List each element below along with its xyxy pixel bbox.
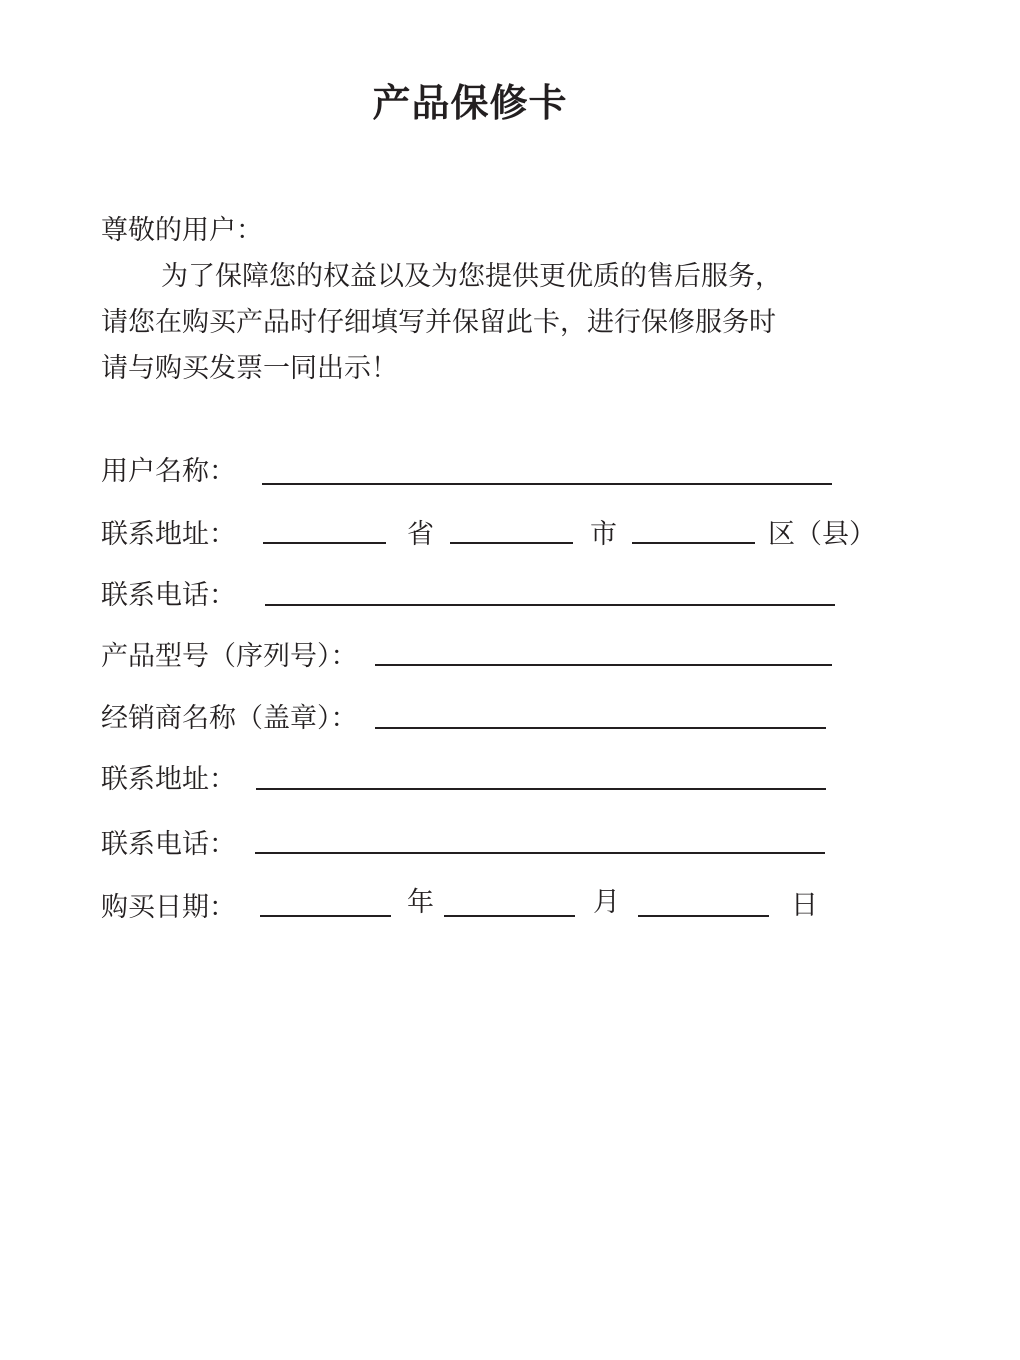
purchase-date-label: 购买日期： — [101, 892, 236, 923]
user-address-label: 联系地址： — [101, 519, 236, 550]
notice-line-2: 请您在购买产品时仔细填写并保留此卡，进行保修服务时 — [101, 307, 776, 338]
user-name-blank[interactable] — [262, 483, 832, 485]
dealer-address-label: 联系地址： — [101, 764, 236, 795]
page-title: 产品保修卡 — [372, 81, 568, 125]
dealer-label: 经销商名称（盖章）： — [101, 703, 358, 734]
city-label: 市 — [590, 519, 617, 550]
month-label: 月 — [593, 887, 620, 918]
notice-line-3: 请与购买发票一同出示！ — [101, 353, 398, 384]
day-blank[interactable] — [638, 915, 769, 917]
year-label: 年 — [407, 887, 434, 918]
user-phone-label: 联系电话： — [101, 580, 236, 611]
model-blank[interactable] — [375, 664, 832, 666]
dealer-blank[interactable] — [375, 727, 826, 729]
day-label: 日 — [791, 890, 818, 921]
province-blank[interactable] — [263, 542, 386, 544]
district-blank[interactable] — [632, 542, 755, 544]
district-label: 区（县） — [768, 519, 876, 550]
month-blank[interactable] — [444, 915, 575, 917]
dealer-phone-blank[interactable] — [255, 852, 825, 854]
city-blank[interactable] — [450, 542, 573, 544]
year-blank[interactable] — [260, 915, 391, 917]
dealer-phone-label: 联系电话： — [101, 829, 236, 860]
user-name-label: 用户名称： — [101, 456, 236, 487]
user-phone-blank[interactable] — [265, 604, 835, 606]
dealer-address-blank[interactable] — [256, 788, 826, 790]
salutation: 尊敬的用户： — [101, 215, 263, 246]
model-label: 产品型号（序列号）： — [101, 641, 358, 672]
province-label: 省 — [407, 519, 434, 550]
notice-line-1: 为了保障您的权益以及为您提供更优质的售后服务， — [161, 261, 782, 292]
